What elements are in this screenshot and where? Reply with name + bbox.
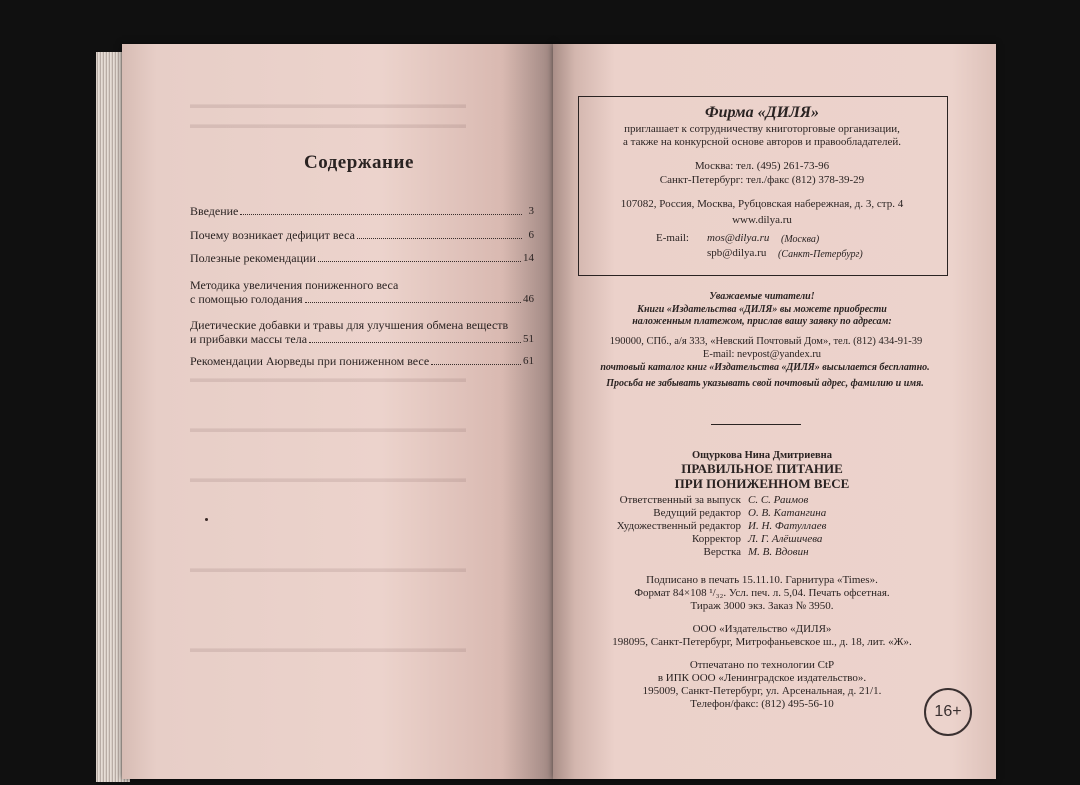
publisher-phone-spb: Санкт-Петербург: тел./факс (812) 378-39-29: [659, 174, 865, 186]
bleed-through-text: ▬▬▬▬▬▬▬▬▬▬▬▬▬▬▬▬▬▬▬▬▬▬▬: [190, 117, 466, 131]
credit-role: Верстка: [703, 546, 741, 558]
credit-role: Корректор: [691, 533, 741, 545]
publisher-title: Фирма «ДИЛЯ»: [704, 104, 820, 121]
readers-line2: наложенным платежом, прислав вашу заявку по адресам:: [632, 316, 892, 327]
publisher-org-name: ООО «Издательство «ДИЛЯ»: [692, 623, 832, 635]
print-info-line1: Подписано в печать 15.11.10. Гарнитура «Times».: [646, 574, 878, 586]
printer-line1: Отпечатано по технологии CtP: [689, 659, 835, 671]
bleed-through-text: ▬▬▬▬▬▬▬▬▬▬▬▬▬▬▬▬▬▬▬▬▬▬▬: [190, 641, 466, 655]
toc-item-title: с помощью голодания: [190, 292, 303, 306]
credit-role: Ответственный за выпуск: [619, 494, 741, 506]
ink-speck: [205, 518, 208, 521]
toc-item-title: Введение: [190, 204, 239, 218]
publisher-invite-line2: а также на конкурсной основе авторов и правообладателей.: [623, 136, 901, 148]
email-spb-city: (Санкт-Петербург): [778, 249, 863, 260]
toc-item-title-line1: Диетические добавки и травы для улучшения обмена веществ: [190, 318, 509, 332]
publisher-invite-line1: приглашает к сотрудничеству книготорговые организации,: [624, 123, 900, 135]
email-moscow: mos@dilya.ru: [707, 232, 770, 244]
print-info-line2: Формат 84×108 ¹/₃₂. Усл. печ. л. 5,04. Печать офсетная.: [634, 587, 890, 599]
credit-name: М. В. Вдовин: [748, 546, 809, 558]
toc-item-page: 6: [528, 229, 534, 241]
readers-catalog-note: почтовый каталог книг «Издательства «ДИЛЯ» высылается бесплатно.: [600, 362, 930, 373]
bleed-through-text: ▬▬▬▬▬▬▬▬▬▬▬▬▬▬▬▬▬▬▬▬▬▬▬: [190, 561, 466, 575]
book-author: Ощуркова Нина Дмитриевна: [692, 450, 832, 461]
bleed-through-text: ▬▬▬▬▬▬▬▬▬▬▬▬▬▬▬▬▬▬▬▬▬▬▬: [190, 471, 466, 485]
divider: [711, 424, 801, 425]
bleed-through-text: ▬▬▬▬▬▬▬▬▬▬▬▬▬▬▬▬▬▬▬▬▬▬▬: [190, 97, 466, 111]
toc-item: [190, 251, 534, 265]
bleed-through-text: ▬▬▬▬▬▬▬▬▬▬▬▬▬▬▬▬▬▬▬▬▬▬▬: [190, 421, 466, 435]
email-spb: spb@dilya.ru: [707, 247, 767, 259]
printer-line3: 195009, Санкт-Петербург, ул. Арсенальная, д. 21/1.: [642, 685, 882, 697]
toc-item-title: и прибавки массы тела: [190, 332, 308, 346]
email-moscow-city: (Москва): [781, 234, 820, 245]
publisher-website: www.dilya.ru: [732, 214, 792, 226]
toc-item-page: 46: [523, 293, 534, 305]
readers-email: E-mail: nevpost@yandex.ru: [702, 349, 822, 360]
toc-item: [190, 354, 534, 368]
credit-role: Ведущий редактор: [653, 507, 741, 519]
credit-name: Л. Г. Алёшичева: [748, 533, 823, 545]
publisher-address: 107082, Россия, Москва, Рубцовская набережная, д. 3, стр. 4: [620, 198, 904, 210]
credit-name: И. Н. Фатуллаев: [748, 520, 827, 532]
print-info-line3: Тираж 3000 экз. Заказ № 3950.: [690, 600, 834, 612]
readers-reminder: Просьба не забывать указывать свой почтовый адрес, фамилию и имя.: [606, 378, 924, 389]
toc-item-title-line1: Методика увеличения пониженного веса: [190, 278, 399, 292]
credit-name: О. В. Катангина: [748, 507, 827, 519]
age-rating-badge: 16+: [924, 688, 972, 736]
toc-item: [190, 278, 534, 306]
toc-item-page: 61: [523, 355, 534, 367]
toc-item-page: 51: [523, 333, 534, 345]
toc-item: [190, 204, 534, 218]
book-title-line1: ПРАВИЛЬНОЕ ПИТАНИЕ: [681, 461, 843, 476]
bleed-through-text: ▬▬▬▬▬▬▬▬▬▬▬▬▬▬▬▬▬▬▬▬▬▬▬: [190, 371, 466, 385]
toc-item-page: 3: [528, 205, 534, 217]
publisher-phone-moscow: Москва: тел. (495) 261-73-96: [694, 160, 830, 172]
credit-name: С. С. Раимов: [748, 494, 809, 506]
readers-line1: Книги «Издательства «ДИЛЯ» вы можете приобрести: [637, 304, 887, 315]
email-label: E-mail:: [656, 232, 689, 244]
printer-line2: в ИПК ООО «Ленинградское издательство».: [657, 672, 867, 684]
toc-item: [190, 228, 534, 242]
toc-title: Содержание: [304, 152, 414, 173]
publisher-org-address: 198095, Санкт-Петербург, Митрофаньевское ш., д. 18, лит. «Ж».: [612, 636, 912, 648]
credit-role: Художественный редактор: [616, 520, 741, 532]
readers-heading: Уважаемые читатели!: [709, 291, 815, 302]
toc-item-title: Почему возникает дефицит веса: [190, 228, 355, 242]
book-title-line2: ПРИ ПОНИЖЕННОМ ВЕСЕ: [674, 476, 850, 491]
toc-item-title: Рекомендации Аюрведы при пониженном весе: [190, 354, 430, 368]
toc-item-page: 14: [523, 252, 534, 264]
toc-item: [190, 318, 534, 346]
toc-item-title: Полезные рекомендации: [190, 251, 316, 265]
printer-line4: Телефон/факс: (812) 495-56-10: [690, 698, 834, 710]
readers-address: 190000, СПб., а/я 333, «Невский Почтовый Дом», тел. (812) 434-91-39: [609, 336, 923, 347]
